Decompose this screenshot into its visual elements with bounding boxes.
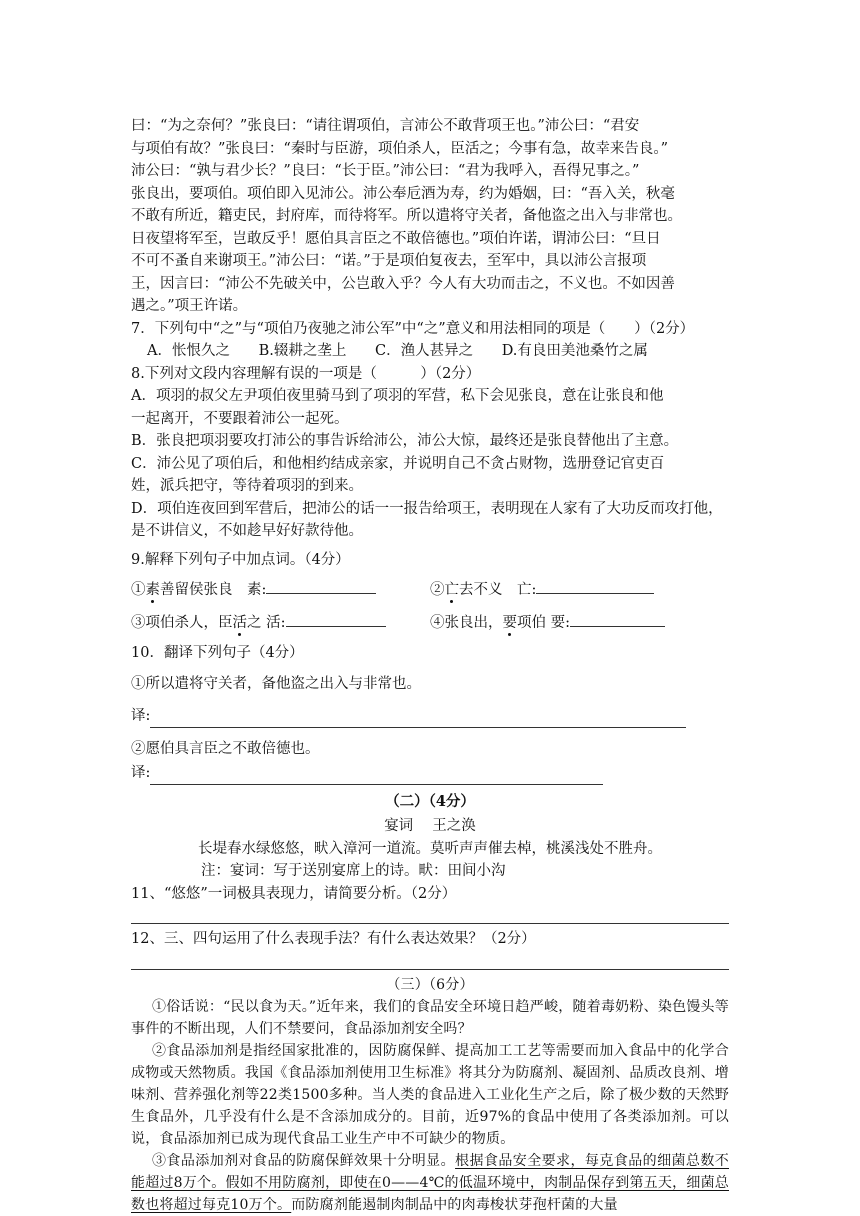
question-8-line: D．项伯连夜回到军营后，把沛公的话一一报告给项王，表明现在人家有了大功反而攻打他，: [131, 500, 723, 517]
question-8-line: B．张良把项羽要攻打沛公的事告诉给沛公，沛公大惊，最终还是张良替他出了主意。: [131, 433, 679, 449]
option-c[interactable]: C．渔人甚异之: [374, 343, 474, 359]
answer-blank[interactable]: [536, 579, 654, 594]
underlined-sentence: 根据食品安全要求，每克食品的细菌总数不能超过8万个。假如不用防腐剂，即使在0——4℃的低温环境中，肉制品保存到第五天，细菌总数也将超过每克10万个。: [131, 1152, 729, 1213]
dotted-word: 素: [145, 582, 160, 598]
option-b[interactable]: B.辍耕之垄上: [258, 343, 347, 359]
question-8-line: 是不讲信义，不如趁早好好款待他。: [131, 523, 363, 539]
poem-text: 长堤春水绿悠悠，畎入漳河一道流。莫听声声催去棹，桃溪浅处不胜舟。: [198, 840, 662, 857]
passage-line: 王，因言曰：“沛公不先破关中，公岂敢入乎？今人有大功而击之，不义也。不如因善: [131, 275, 675, 292]
question-8-line: 一起离开，不要跟着沛公一起死。: [131, 410, 349, 427]
question-9-item-4: ④张良出，要项伯 要:: [430, 612, 729, 635]
question-9-item-2: ②亡去不义 亡:: [430, 579, 729, 602]
poem-title: 宴词 王之涣: [384, 818, 476, 834]
passage-line: 曰：“为之奈何？”张良曰：“请往谓项伯，言沛公不敢背项王也。”沛公曰：“君安: [131, 118, 640, 134]
answer-line[interactable]: [131, 905, 729, 924]
dotted-word: 亡: [444, 582, 459, 598]
question-9-item-3: ③项伯杀人，臣活之 活:: [131, 612, 430, 635]
question-10-sentence-1: ①所以遣将守关者，备他盗之出入与非常也。: [131, 675, 421, 692]
question-8-line: C．沛公见了项伯后，和他相约结成亲家，并说明自己不贪占财物，选册登记官吏百: [131, 455, 665, 472]
option-d[interactable]: D.有良田美池桑竹之属: [501, 343, 648, 359]
answer-line[interactable]: [150, 713, 686, 728]
passage-line: 沛公曰：“孰与君少长？”良曰：“长于臣。”沛公曰：“君为我呼入，吾得兄事之。”: [131, 163, 640, 179]
translation-line-1: 译:: [131, 705, 686, 728]
question-9-stem: 9.解释下列句子中加点词。（4分）: [131, 551, 350, 568]
option-a[interactable]: A．怅恨久之: [147, 343, 230, 359]
question-10-sentence-2: ②愿伯具言臣之不敢倍德也。: [131, 740, 320, 757]
question-7-stem: 7．下列句中“之”与“项伯乃夜驰之沛公军”中“之”意义和用法相同的项是（ ）（2分）: [131, 320, 695, 337]
question-12: 12、三、四句运用了什么表现手法？有什么表达效果？（2分）: [131, 931, 536, 947]
passage-line: 日夜望将军至，岂敢反乎！愿伯具言臣之不敢倍德也。”项伯许诺，谓沛公曰：“旦日: [131, 230, 661, 247]
question-9-item-1: ①素善留侯张良 素:: [131, 579, 430, 602]
translation-line-2: 译:: [131, 762, 603, 785]
answer-line[interactable]: [150, 770, 603, 785]
paragraph-3: ③食品添加剂对食品的防腐保鲜效果十分明显。根据食品安全要求，每克食品的细菌总数不能超过8万个。假如不用防腐剂，即使在0——4℃的低温环境中，肉制品保存到第五天，细菌总数也将超过每克10万个。而防腐剂能遏制肉制品中的肉毒梭状芽孢杆菌的大量: [131, 1152, 729, 1213]
question-9-row: [131, 579, 729, 602]
classical-passage: [131, 115, 729, 1216]
question-7-options: [131, 340, 729, 363]
paragraph-1: ①俗话说：“民以食为天。”近年来，我们的食品安全环境日趋严峻，随着毒奶粉、染色馒头等事件的不断出现，人们不禁要问，食品添加剂安全吗？: [131, 998, 729, 1037]
answer-line[interactable]: [131, 951, 729, 970]
passage-line: 张良出，要项伯。项伯即入见沛公。沛公奉卮酒为寿，约为婚姻，曰：“吾入关，秋毫: [131, 185, 675, 202]
poem-note: 注：宴词：写于送别宴席上的诗。畎：田间小沟: [201, 863, 506, 879]
passage-line: 遇之。”项王许诺。: [131, 298, 248, 314]
question-11: 11、“悠悠”一词极具表现力，请简要分析。（2分）: [131, 885, 457, 902]
question-8-stem: 8.下列对文段内容理解有误的一项是（ ）（2分）: [131, 365, 481, 382]
question-10-stem: 10．翻译下列句子（4分）: [131, 645, 304, 661]
answer-blank[interactable]: [570, 612, 665, 627]
section-2-heading: （二）（4分）: [385, 792, 475, 810]
passage-line: 与项伯有故？”张良曰：“秦时与臣游，项伯杀人，臣活之；今事有急，故幸来告良。”: [131, 140, 668, 157]
section-3: [131, 974, 729, 1216]
passage-line: 不可不蚤自来谢项王。”沛公曰：“诺。”于是项伯复夜去，至军中，具以沛公言报项: [131, 253, 647, 269]
dotted-word: 活: [232, 614, 247, 631]
answer-blank[interactable]: [266, 579, 376, 594]
question-8-line: 姓，派兵把守，等待着项羽的到来。: [131, 478, 363, 494]
answer-blank[interactable]: [286, 612, 386, 627]
question-8-line: A．项羽的叔父左尹项伯夜里骑马到了项羽的军营，私下会见张良，意在让张良和他: [131, 388, 664, 404]
dotted-word: 要: [502, 614, 517, 631]
question-9-row: [131, 612, 729, 635]
section-3-heading: （三）（6分）: [386, 976, 474, 993]
passage-line: 不敢有所近，籍吏民，封府库，而待将军。所以遣将守关者，备他盗之出入与非常也。: [131, 208, 682, 224]
paragraph-2: ②食品添加剂是指经国家批准的，因防腐保鲜、提高加工工艺等需要而加入食品中的化学合成物或天然物质。我国《食品添加剂使用卫生标准》将其分为防腐剂、凝固剂、品质改良剂、增味剂、营养强化剂等22类1500多种。当人类的食品进入工业化生产之后，除了极少数的天然野生食品外，几乎没有什么是不含添加成分的。目前，近97%的食品中使用了各类添加剂。可以说，食品添加剂已成为现代食品工业生产中不可缺少的物质。: [131, 1042, 729, 1147]
